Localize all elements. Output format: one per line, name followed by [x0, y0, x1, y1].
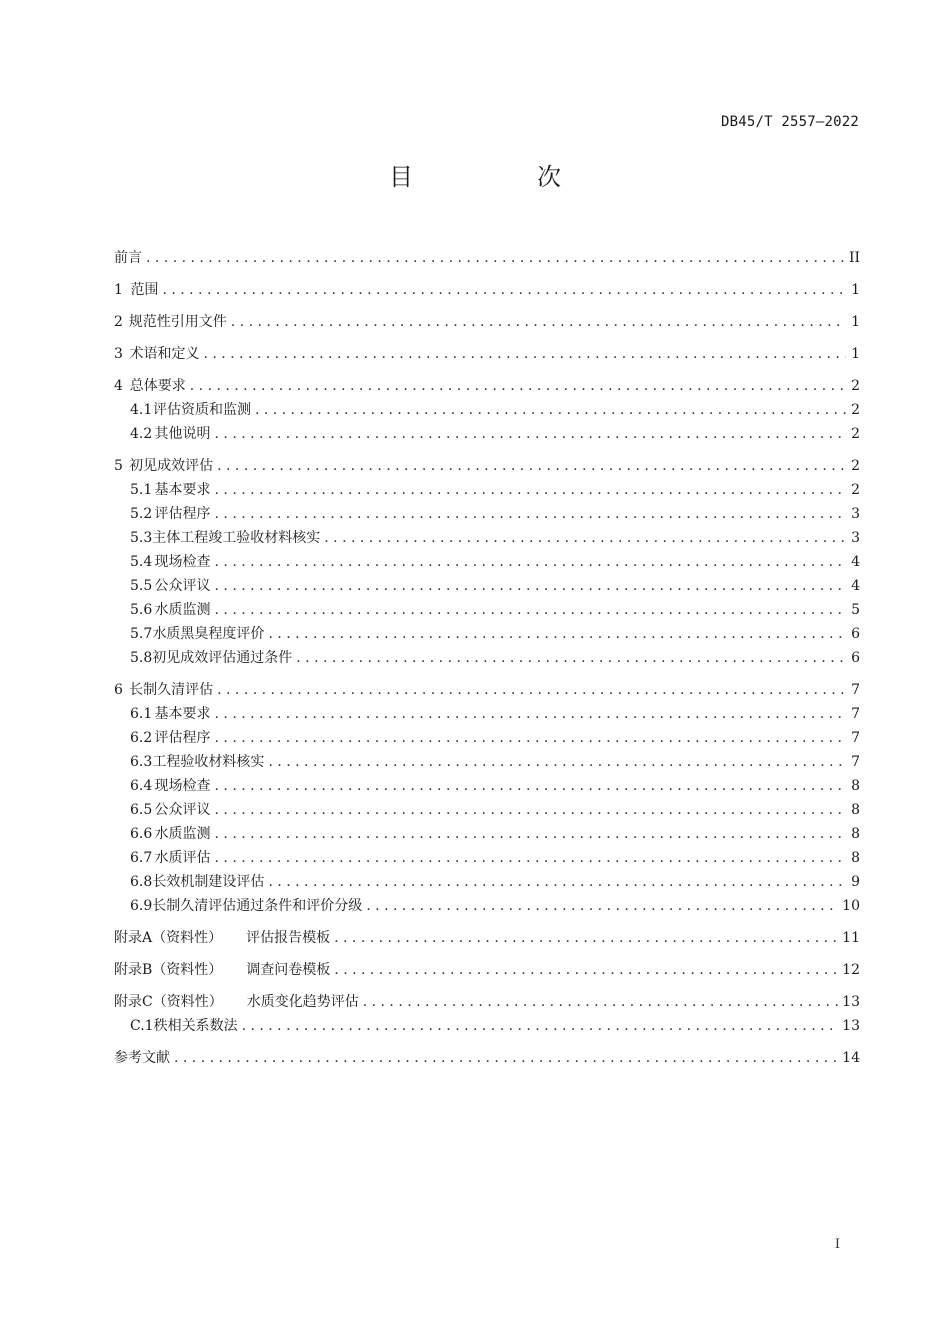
toc-entry-page: 1 — [851, 282, 860, 298]
toc-dot-leader — [215, 728, 846, 748]
toc-entry-label: 前言 — [114, 250, 142, 266]
toc-entry-page: 8 — [851, 850, 860, 866]
toc-entry-page: 2 — [851, 458, 860, 474]
toc-entry-label: 基本要求 — [154, 482, 211, 498]
toc-entry-label: 评估程序 — [154, 730, 211, 746]
toc-entry-page: 3 — [851, 530, 860, 546]
toc-dot-leader — [215, 824, 846, 844]
toc-dot-leader — [334, 928, 838, 948]
toc-entry-label: 水质监测 — [154, 602, 211, 618]
toc-dot-leader — [217, 680, 846, 700]
toc-dot-leader — [190, 376, 846, 396]
toc-dot-leader — [215, 552, 846, 572]
toc-entry[interactable] — [114, 308, 860, 332]
toc-entry-page: 6 — [851, 650, 860, 666]
toc-entry-label: 范围 — [130, 282, 159, 298]
toc-entry-page: 1 — [851, 346, 860, 362]
toc-entry-number: 5.1 — [130, 482, 153, 498]
toc-entry-page: 8 — [851, 802, 860, 818]
toc-entry-page: 10 — [842, 898, 860, 914]
toc-entry-page: 7 — [851, 682, 860, 698]
toc-entry-number: 5.4 — [130, 554, 153, 570]
toc-entry[interactable] — [114, 1012, 860, 1036]
toc-entry-label: 评估程序 — [154, 506, 211, 522]
toc-entry-label: 初见成效评估 — [129, 458, 214, 474]
toc-entry-page: 7 — [851, 730, 860, 746]
toc-entry-label: 现场检查 — [154, 554, 211, 570]
toc-dot-leader — [255, 400, 846, 420]
toc-dot-leader — [268, 872, 846, 892]
toc-entry-number: 6.4 — [130, 778, 153, 794]
toc-entry[interactable] — [114, 596, 860, 620]
toc-entry-number: 5.3 — [130, 530, 153, 546]
toc-entry-label: 公众评议 — [154, 802, 211, 818]
toc-entry-number: 5.7 — [130, 626, 153, 642]
toc-entry[interactable] — [114, 620, 860, 644]
toc-entry-number: 6.1 — [130, 706, 153, 722]
toc-entry[interactable] — [114, 572, 860, 596]
toc-dot-leader — [203, 344, 846, 364]
toc-dot-leader — [215, 704, 846, 724]
toc-entry-page: 14 — [842, 1050, 860, 1066]
toc-dot-leader — [215, 576, 846, 596]
page-number: I — [834, 1237, 840, 1252]
toc-dot-leader — [215, 776, 846, 796]
toc-entry[interactable] — [114, 396, 860, 420]
toc-entry-page: 4 — [851, 578, 860, 594]
toc-entry-page: 2 — [851, 378, 860, 394]
toc-dot-leader — [215, 800, 846, 820]
toc-entry[interactable] — [114, 820, 860, 844]
toc-entry[interactable] — [114, 500, 860, 524]
toc-dot-leader — [146, 248, 845, 268]
toc-entry[interactable] — [114, 476, 860, 500]
toc-dot-leader — [215, 848, 846, 868]
toc-entry-number: 5.8 — [130, 650, 153, 666]
toc-entry-number: 6.6 — [130, 826, 153, 842]
toc-entry-number: 3 — [114, 346, 123, 362]
toc-entry[interactable] — [114, 244, 860, 268]
toc-entry-number: 6.5 — [130, 802, 153, 818]
toc-entry-page: 2 — [851, 482, 860, 498]
toc-entry-number: 5.5 — [130, 578, 153, 594]
toc-entry-label: 水质黑臭程度评价 — [152, 626, 265, 642]
toc-entry[interactable] — [114, 748, 860, 772]
toc-entry-label: 长制久清评估通过条件和评价分级 — [152, 898, 363, 914]
toc-entry[interactable] — [114, 548, 860, 572]
toc-entry[interactable] — [114, 724, 860, 748]
toc-entry-page: 7 — [851, 706, 860, 722]
toc-entry-page: II — [848, 250, 860, 266]
table-of-contents — [114, 244, 860, 1068]
toc-entry[interactable] — [114, 956, 860, 980]
toc-entry[interactable] — [114, 988, 860, 1012]
toc-entry-page: 7 — [851, 754, 860, 770]
toc-dot-leader — [215, 504, 846, 524]
toc-entry-page: 13 — [842, 994, 860, 1010]
toc-entry-number: 6.2 — [130, 730, 153, 746]
toc-dot-leader — [215, 480, 846, 500]
toc-entry-label: 公众评议 — [154, 578, 211, 594]
toc-entry-number: 4 — [114, 378, 123, 394]
toc-entry[interactable] — [114, 892, 860, 916]
toc-entry-page: 2 — [851, 426, 860, 442]
toc-entry-label: 水质评估 — [154, 850, 211, 866]
toc-entry-page: 3 — [851, 506, 860, 522]
toc-entry[interactable] — [114, 924, 860, 948]
toc-entry[interactable] — [114, 644, 860, 668]
toc-entry-label: 现场检查 — [154, 778, 211, 794]
toc-entry-label: 评估报告模板 — [246, 930, 331, 946]
toc-dot-leader — [217, 456, 846, 476]
toc-entry-number: 1 — [114, 282, 123, 298]
toc-entry-label: 初见成效评估通过条件 — [152, 650, 293, 666]
toc-entry-number: 5 — [114, 458, 123, 474]
standard-code: DB45/T 2557—2022 — [720, 114, 859, 130]
toc-entry[interactable] — [114, 676, 860, 700]
toc-entry-page: 2 — [851, 402, 860, 418]
toc-entry-label: 基本要求 — [154, 706, 211, 722]
toc-entry-page: 4 — [851, 554, 860, 570]
toc-entry[interactable] — [114, 700, 860, 724]
toc-entry-label: 调查问卷模板 — [246, 962, 331, 978]
toc-dot-leader — [324, 528, 846, 548]
toc-entry-number: 6.7 — [130, 850, 153, 866]
toc-entry[interactable] — [114, 772, 860, 796]
toc-entry-label: 主体工程竣工验收材料核实 — [152, 530, 321, 546]
toc-entry-label: 长制久清评估 — [129, 682, 214, 698]
toc-entry-label: 工程验收材料核实 — [152, 754, 265, 770]
toc-entry-label: 长效机制建设评估 — [152, 874, 265, 890]
toc-dot-leader — [215, 424, 846, 444]
toc-entry-label: 参考文献 — [114, 1050, 170, 1066]
toc-dot-leader — [215, 600, 846, 620]
toc-dot-leader — [268, 752, 846, 772]
toc-entry-number: 6.8 — [130, 874, 153, 890]
toc-entry-number: 2 — [114, 314, 123, 330]
toc-entry-label: 评估资质和监测 — [152, 402, 251, 418]
toc-entry-number: 5.6 — [130, 602, 153, 618]
toc-entry-label: 秩相关系数法 — [153, 1018, 238, 1034]
toc-entry-page: 11 — [842, 930, 860, 946]
toc-dot-leader — [231, 312, 846, 332]
toc-entry-number: 6.9 — [130, 898, 153, 914]
toc-entry[interactable] — [114, 452, 860, 476]
toc-entry-label: 其他说明 — [154, 426, 211, 442]
toc-entry[interactable] — [114, 868, 860, 892]
toc-dot-leader — [174, 1048, 838, 1068]
toc-entry-page: 6 — [851, 626, 860, 642]
toc-entry[interactable] — [114, 420, 860, 444]
toc-entry-page: 9 — [851, 874, 860, 890]
toc-entry[interactable] — [114, 1044, 860, 1068]
toc-entry[interactable] — [114, 796, 860, 820]
toc-entry-number: C.1 — [130, 1018, 154, 1034]
toc-dot-leader — [162, 280, 846, 300]
page-title: 目 次 — [389, 163, 611, 191]
toc-dot-leader — [296, 648, 846, 668]
toc-entry[interactable] — [114, 524, 860, 548]
toc-entry-label: 规范性引用文件 — [128, 314, 227, 330]
toc-entry[interactable] — [114, 844, 860, 868]
toc-dot-leader — [268, 624, 846, 644]
toc-entry[interactable] — [114, 340, 860, 364]
toc-entry-number: 附录A（资料性） — [114, 930, 223, 946]
toc-entry-page: 8 — [851, 778, 860, 794]
toc-dot-leader — [334, 960, 838, 980]
toc-dot-leader — [366, 896, 838, 916]
toc-entry-number: 附录B（资料性） — [114, 962, 223, 978]
toc-entry-number: 4.1 — [130, 402, 153, 418]
toc-entry-page: 1 — [851, 314, 860, 330]
toc-entry-label: 水质变化趋势评估 — [246, 994, 359, 1010]
toc-entry-page: 13 — [842, 1018, 860, 1034]
toc-entry[interactable] — [114, 276, 860, 300]
toc-entry-number: 4.2 — [130, 426, 153, 442]
toc-entry-number: 6.3 — [130, 754, 153, 770]
toc-dot-leader — [363, 992, 838, 1012]
toc-entry-label: 术语和定义 — [129, 346, 200, 362]
toc-entry-page: 8 — [851, 826, 860, 842]
toc-entry-number: 附录C（资料性） — [114, 994, 223, 1010]
toc-entry-page: 12 — [842, 962, 860, 978]
toc-entry-label: 水质监测 — [154, 826, 211, 842]
toc-entry-number: 6 — [114, 682, 123, 698]
toc-entry-label: 总体要求 — [129, 378, 186, 394]
toc-entry-page: 5 — [851, 602, 860, 618]
toc-dot-leader — [242, 1016, 839, 1036]
toc-entry-number: 5.2 — [130, 506, 153, 522]
toc-entry[interactable] — [114, 372, 860, 396]
